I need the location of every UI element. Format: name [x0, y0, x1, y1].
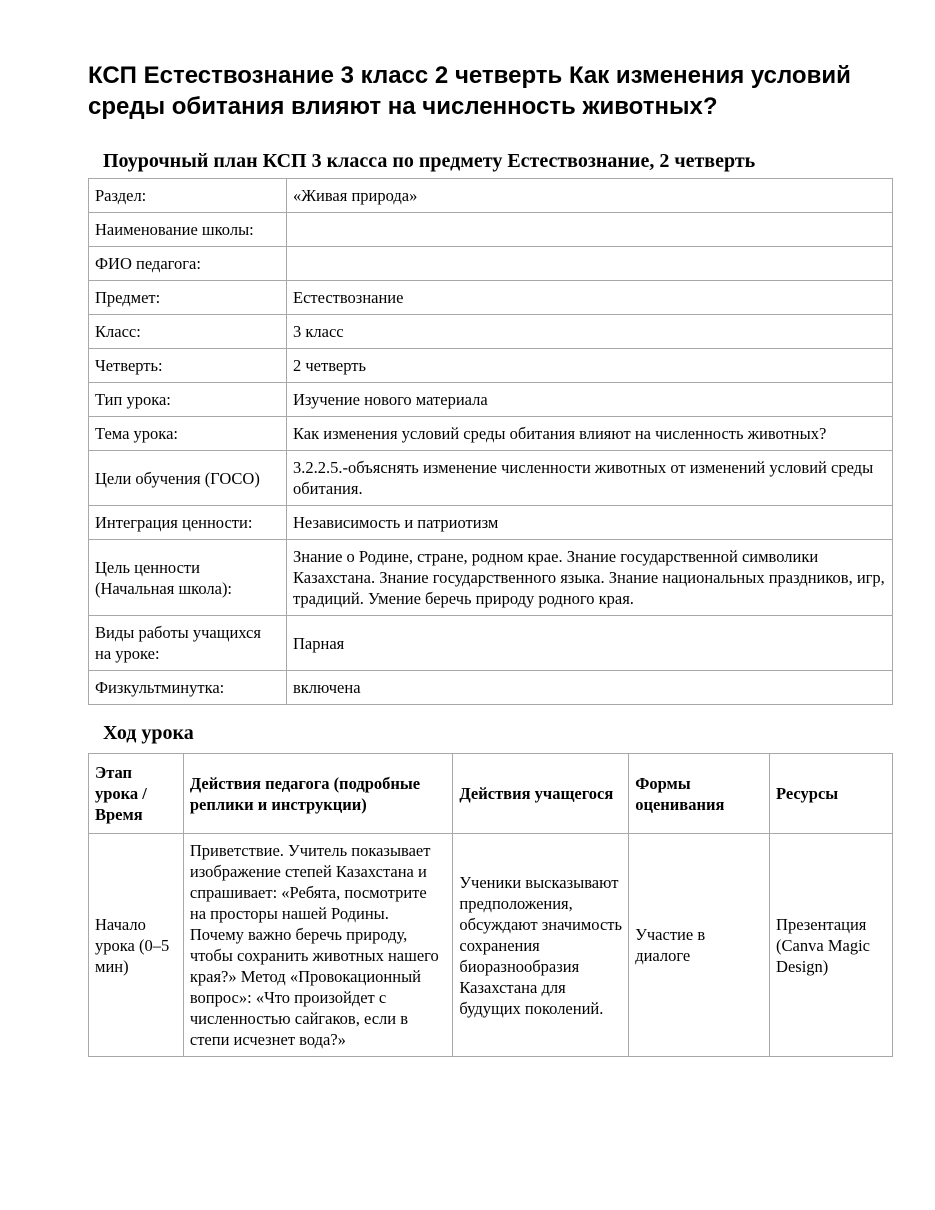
table-row [89, 349, 893, 383]
info-label: ФИО педагога: [89, 247, 287, 281]
column-header-student: Действия учащегося [453, 754, 629, 834]
table-row [89, 671, 893, 705]
table-row [89, 834, 893, 1057]
info-value: включена [287, 671, 893, 705]
column-header-assessment: Формы оценивания [629, 754, 770, 834]
lesson-heading: Ход урока [103, 722, 194, 744]
info-value: Знание о Родине, стране, родном крае. Знание государственной символики Казахстана. Знание государственного языка. Знание национальных праздников, игр, традиций. Умение беречь природу родного края. [287, 540, 893, 616]
table-row [89, 213, 893, 247]
info-value [287, 247, 893, 281]
table-row [89, 315, 893, 349]
info-label: Виды работы учащихся на уроке: [89, 616, 287, 671]
table-row [89, 281, 893, 315]
column-header-teacher: Действия педагога (подробные реплики и инструкции) [183, 754, 453, 834]
info-label: Физкультминутка: [89, 671, 287, 705]
stage-cell: Начало урока (0–5 мин) [89, 834, 184, 1057]
info-value: 2 четверть [287, 349, 893, 383]
table-row [89, 451, 893, 506]
resources-cell: Презентация (Canva Magic Design) [770, 834, 893, 1057]
document-page [88, 0, 893, 1057]
info-label: Наименование школы: [89, 213, 287, 247]
assessment-cell: Участие в диалоге [629, 834, 770, 1057]
info-value: 3 класс [287, 315, 893, 349]
info-value: Парная [287, 616, 893, 671]
table-row [89, 506, 893, 540]
info-value: «Живая природа» [287, 179, 893, 213]
info-value: Независимость и патриотизм [287, 506, 893, 540]
table-row [89, 540, 893, 616]
lesson-plan-table [88, 753, 893, 1057]
table-row [89, 179, 893, 213]
plan-heading: Поурочный план КСП 3 класса по предмету Естествознание, 2 четверть [103, 150, 756, 172]
info-value: Естествознание [287, 281, 893, 315]
info-label: Тип урока: [89, 383, 287, 417]
info-value [287, 213, 893, 247]
info-label: Цель ценности (Начальная школа): [89, 540, 287, 616]
info-label: Цели обучения (ГОСО) [89, 451, 287, 506]
table-header-row [89, 754, 893, 834]
info-label: Четверть: [89, 349, 287, 383]
table-row [89, 616, 893, 671]
info-value: Как изменения условий среды обитания влияют на численность животных? [287, 417, 893, 451]
info-value: 3.2.2.5.-объяснять изменение численности животных от изменений условий среды обитания. [287, 451, 893, 506]
student-actions-cell: Ученики высказывают предположения, обсуждают значимость сохранения биоразнообразия Казахстана для будущих поколений. [453, 834, 629, 1057]
teacher-actions-cell: Приветствие. Учитель показывает изображение степей Казахстана и спрашивает: «Ребята, посмотрите на просторы нашей Родины. Почему важно беречь природу, чтобы сохранить животных нашего края?» Метод «Провокационный вопрос»: «Что произойдет с численностью сайгаков, если в степи исчезнет вода?» [183, 834, 453, 1057]
table-row [89, 417, 893, 451]
info-label: Предмет: [89, 281, 287, 315]
info-label: Раздел: [89, 179, 287, 213]
info-label: Тема урока: [89, 417, 287, 451]
column-header-stage: Этап урока / Время [89, 754, 184, 834]
info-value: Изучение нового материала [287, 383, 893, 417]
document-title: КСП Естествознание 3 класс 2 четверть Как изменения условий среды обитания влияют на численность животных? [88, 62, 851, 120]
lesson-info-table [88, 178, 893, 705]
table-row [89, 383, 893, 417]
info-label: Интеграция ценности: [89, 506, 287, 540]
table-row [89, 247, 893, 281]
column-header-resources: Ресурсы [770, 754, 893, 834]
info-label: Класс: [89, 315, 287, 349]
